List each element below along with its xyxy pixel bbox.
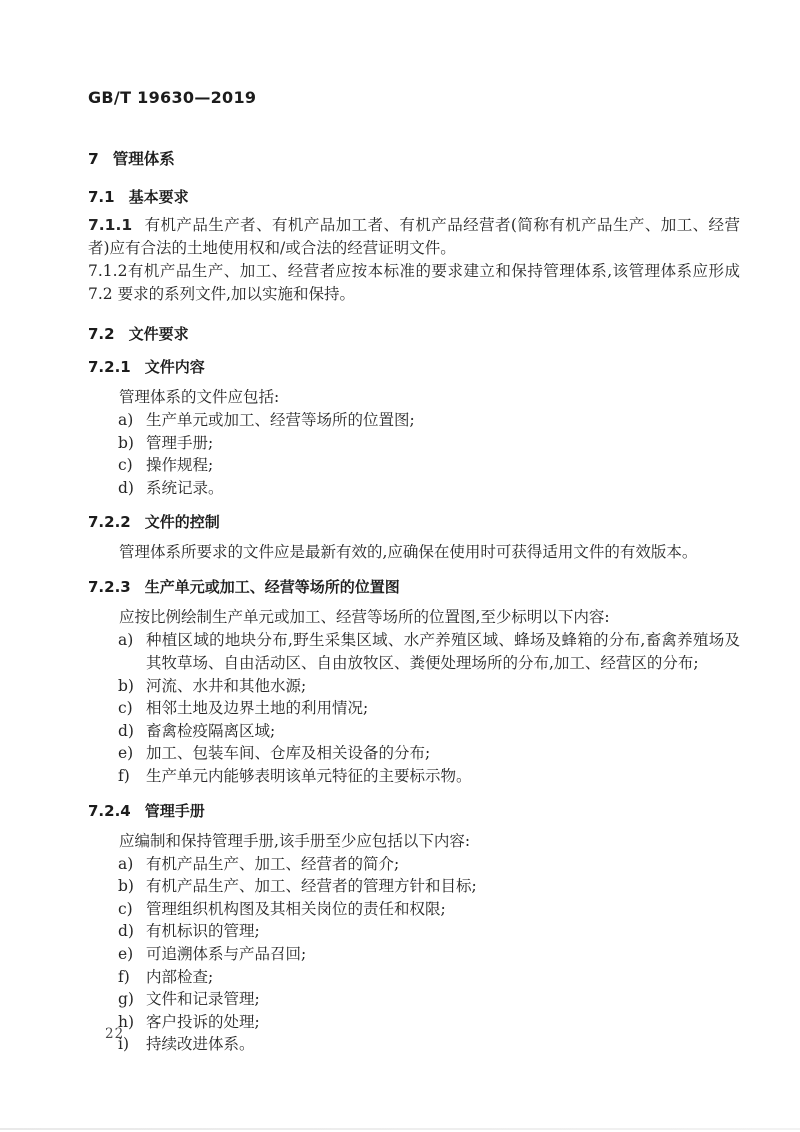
clause-7-1-2-number: 7.1.2 xyxy=(88,262,128,280)
list-marker: b) xyxy=(118,433,134,452)
list-item-text: 文件和记录管理; xyxy=(146,990,260,1009)
page-number: 22 xyxy=(105,1026,125,1042)
list-item-text: 客户投诉的处理; xyxy=(146,1012,260,1031)
list-item-text: 生产单元或加工、经营等场所的位置图; xyxy=(146,411,415,429)
list-marker: d) xyxy=(118,922,134,941)
section-7-2-4-number: 7.2.4 xyxy=(88,801,131,820)
list-item-text: 有机标识的管理; xyxy=(146,922,260,941)
list-item-text: 畜禽检疫隔离区域; xyxy=(146,721,276,740)
section-7-2-title: 文件要求 xyxy=(128,325,189,343)
list-item-text: 系统记录。 xyxy=(146,478,224,497)
list-item-text: 有机产品生产、加工、经营者的管理方针和目标; xyxy=(146,877,477,896)
list-marker: c) xyxy=(118,699,133,718)
section-7-2-3-title: 生产单元或加工、经营等场所的位置图 xyxy=(144,578,400,597)
list-7-2-3 xyxy=(118,629,740,787)
list-marker: a) xyxy=(118,631,134,650)
list-marker: e) xyxy=(118,944,134,963)
list-marker: d) xyxy=(118,721,134,740)
section-7-2-number: 7.2 xyxy=(88,325,115,343)
list-marker: i) xyxy=(118,1035,130,1054)
section-7-title: 管理体系 xyxy=(112,150,175,168)
list-item xyxy=(118,477,740,500)
list-item-text: 相邻土地及边界土地的利用情况; xyxy=(146,699,369,718)
list-marker: h) xyxy=(118,1012,135,1031)
list-marker: b) xyxy=(118,877,134,896)
section-7-2-heading xyxy=(88,323,740,344)
list-item xyxy=(118,1033,740,1056)
paragraph-7-2-4-intro: 应编制和保持管理手册,该手册至少应包括以下内容: xyxy=(119,831,471,850)
list-item xyxy=(118,943,740,966)
list-item xyxy=(118,720,740,743)
list-item xyxy=(118,765,740,788)
list-marker: a) xyxy=(118,411,134,429)
clause-7-1-1 xyxy=(88,214,740,260)
list-item-text: 加工、包装车间、仓库及相关设备的分布; xyxy=(146,744,431,763)
list-marker: f) xyxy=(118,766,130,785)
list-item xyxy=(118,697,740,720)
section-7-2-3-heading xyxy=(88,576,740,597)
section-7-2-4-title: 管理手册 xyxy=(144,801,205,820)
section-7-2-3-number: 7.2.3 xyxy=(88,578,131,597)
section-7-2-4-heading xyxy=(88,800,740,821)
list-marker: c) xyxy=(118,456,133,475)
list-item xyxy=(118,853,740,876)
clause-7-1-1-number: 7.1.1 xyxy=(88,216,133,234)
list-item xyxy=(118,629,740,674)
list-item-text: 操作规程; xyxy=(146,456,214,475)
list-item xyxy=(118,875,740,898)
section-7-2-1-title: 文件内容 xyxy=(144,358,205,376)
list-marker: d) xyxy=(118,478,134,497)
list-7-2-4 xyxy=(118,853,740,1056)
section-7-number: 7 xyxy=(88,150,99,168)
list-marker: c) xyxy=(118,899,133,918)
paragraph-7-2-3-intro: 应按比例绘制生产单元或加工、经营等场所的位置图,至少标明以下内容: xyxy=(119,608,610,627)
list-item-text: 可追溯体系与产品召回; xyxy=(146,944,307,963)
section-7-1-number: 7.1 xyxy=(88,188,115,206)
list-item xyxy=(118,898,740,921)
list-item xyxy=(118,432,740,455)
section-7-2-2-heading xyxy=(88,511,740,532)
list-marker: e) xyxy=(118,744,134,763)
list-item-text: 管理组织机构图及其相关岗位的责任和权限; xyxy=(146,899,446,918)
list-item xyxy=(118,1011,740,1034)
paragraph-7-2-1-intro: 管理体系的文件应包括: xyxy=(119,388,280,406)
section-7-heading xyxy=(88,147,740,169)
section-7-2-2-title: 文件的控制 xyxy=(144,513,220,532)
clause-7-1-2-text: 有机产品生产、加工、经营者应按本标准的要求建立和保持管理体系,该管理体系应形成 7.2 要求的系列文件,加以实施和保持。 xyxy=(88,262,740,303)
list-item-text: 河流、水井和其他水源; xyxy=(146,676,307,695)
section-7-1-heading xyxy=(88,186,740,207)
section-7-2-2-number: 7.2.2 xyxy=(88,513,131,532)
list-marker: a) xyxy=(118,854,134,873)
list-item-text: 管理手册; xyxy=(146,433,214,452)
section-7-2-1-number: 7.2.1 xyxy=(88,358,131,376)
list-item-text: 种植区域的地块分布,野生采集区域、水产养殖区域、蜂场及蜂箱的分布,畜禽养殖场及其牧草场、自由活动区、自由放牧区、粪便处理场所的分布,加工、经营区的分布; xyxy=(146,631,740,672)
list-item-text: 持续改进体系。 xyxy=(146,1035,255,1054)
list-item-text: 有机产品生产、加工、经营者的简介; xyxy=(146,854,400,873)
list-item xyxy=(118,675,740,698)
standard-number-header: GB/T 19630—2019 xyxy=(88,88,257,107)
section-7-2-1-heading xyxy=(88,356,740,377)
clause-7-1-2 xyxy=(88,260,740,306)
list-item-text: 内部检查; xyxy=(146,967,214,986)
list-item xyxy=(118,966,740,989)
paragraph-7-2-2: 管理体系所要求的文件应是最新有效的,应确保在使用时可获得适用文件的有效版本。 xyxy=(119,543,698,562)
clause-7-1-1-text: 有机产品生产者、有机产品加工者、有机产品经营者(简称有机产品生产、加工、经营者)应有合法的土地使用权和/或合法的经营证明文件。 xyxy=(88,216,740,257)
list-item xyxy=(118,454,740,477)
section-7-1-title: 基本要求 xyxy=(128,188,189,206)
list-item xyxy=(118,409,740,432)
list-item xyxy=(118,988,740,1011)
list-marker: f) xyxy=(118,967,130,986)
list-item xyxy=(118,920,740,943)
list-marker: g) xyxy=(118,990,134,1009)
list-7-2-1 xyxy=(118,409,740,499)
list-item xyxy=(118,742,740,765)
list-item-text: 生产单元内能够表明该单元特征的主要标示物。 xyxy=(146,766,472,785)
list-marker: b) xyxy=(118,676,134,695)
